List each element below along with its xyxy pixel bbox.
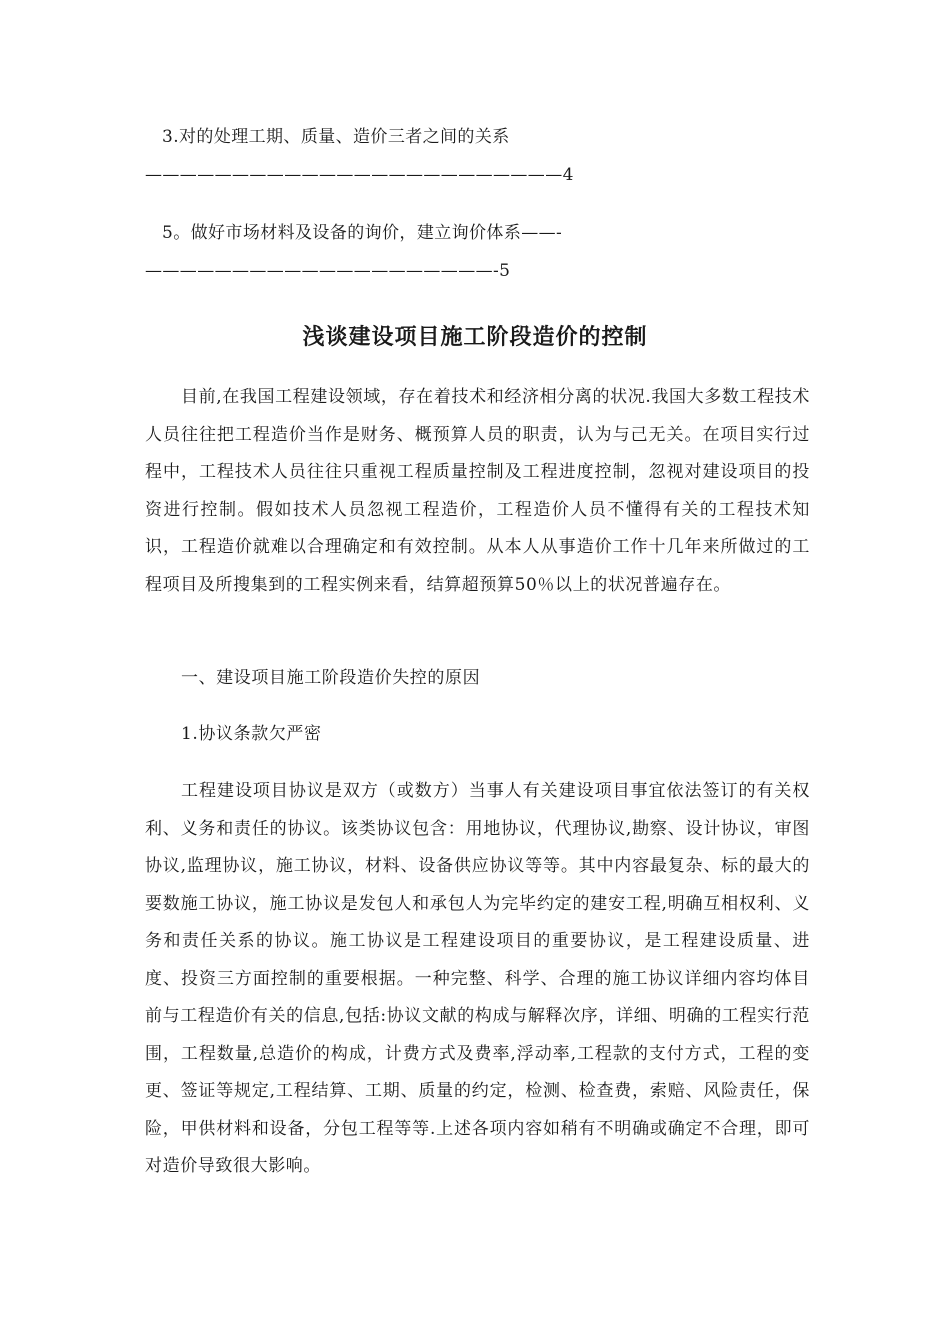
document-title: 浅谈建设项目施工阶段造价的控制 [302,325,648,350]
subsection-body-1: 工程建设项目协议是双方（或数方）当事人有关建设项目事宜依法签订的有关权利、义务和责任的协议。该类协议包含：用地协议，代理协议,勘察、设计协议，审图协议,监理协议，施工协议，材料、设备供应协议等等。其中内容最复杂、标的最大的要数施工协议，施工协议是发包人和承包人为完毕约定的建安工程,明确互相权利、义务和责任关系的协议。施工协议是工程建设项目的重要协议，是工程建设质量、进度、投资三方面控制的重要根据。一种完整、科学、合理的施工协议详细内容均体目前与工程造价有关的信息,包括:协议文献的构成与解释次序，详细、明确的工程实行范围，工程数量,总造价的构成，计费方式及费率,浮动率,工程款的支付方式，工程的变更、签证等规定,工程结算、工期、质量的约定，检测、检查费，索赔、风险责任，保险，甲供材料和设备，分包工程等等.上述各项内容如稍有不明确或确定不合理，即可对造价导致很大影响。 [145,781,811,1176]
toc-item-5: 5。做好市场材料及设备的询价，建立询价体系——-————————————————————-5 [145,223,563,281]
section-heading-1: 一、建设项目施工阶段造价失控的原因 [181,668,481,688]
toc-item-3: 3.对的处理工期、质量、造价三者之间的关系————————————————————————4 [145,127,574,185]
subsection-heading-1: 1.协议条款欠严密 [181,724,322,744]
intro-paragraph: 目前,在我国工程建设领域，存在着技术和经济相分离的状况.我国大多数工程技术人员往往把工程造价当作是财务、概预算人员的职责，认为与己无关。在项目实行过程中，工程技术人员往往只重视工程质量控制及工程进度控制，忽视对建设项目的投资进行控制。假如技术人员忽视工程造价，工程造价人员不懂得有关的工程技术知识，工程造价就难以合理确定和有效控制。从本人从事造价工作十几年来所做过的工程项目及所搜集到的工程实例来看，结算超预算50％以上的状况普遍存在。 [145,387,810,595]
